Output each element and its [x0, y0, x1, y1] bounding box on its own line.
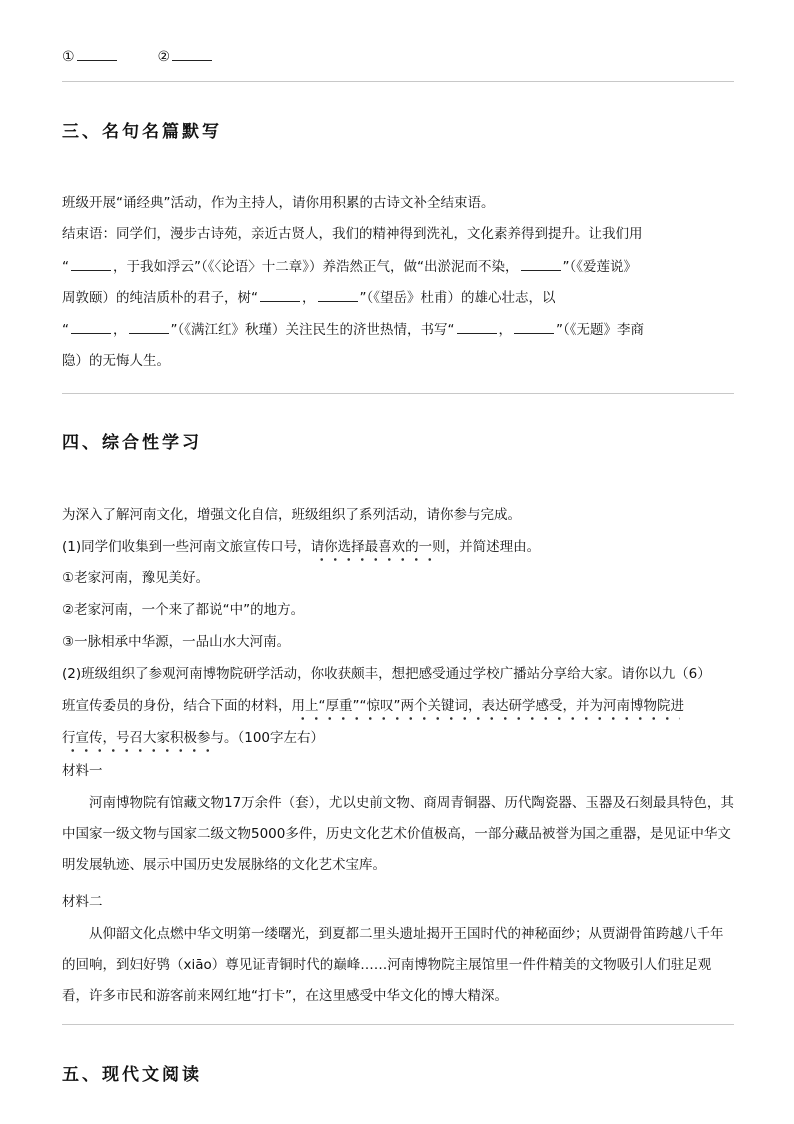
fill-blank[interactable] — [514, 320, 554, 334]
answer-number-1: ① — [62, 49, 75, 65]
fill-blank[interactable] — [260, 288, 300, 302]
section3-intro: 班级开展“诵经典”活动，作为主持人，请你用积累的古诗文补全结束语。 — [62, 195, 495, 211]
question-2-line-3: 行宣传，号召大家积极参与。（100字左右） — [62, 730, 325, 746]
answer-blank-1[interactable] — [77, 46, 117, 61]
section3-line-5: 隐）的无悔人生。 — [62, 353, 170, 369]
section-title-4: 四、综合性学习 — [62, 433, 202, 453]
fill-blank[interactable] — [71, 257, 111, 271]
question-2-line-2: 班宣传委员的身份，结合下面的材料，用上“厚重”“惊叹”两个关键词，表达研学感受，并为河南博物院进 — [62, 698, 684, 714]
option-3: ③一脉相承中华源，一品山水大河南。 — [62, 634, 291, 650]
fill-blank[interactable] — [521, 257, 561, 271]
section3-line-2: “ ，于我如浮云”（《〈论语〉十二章》）养浩然正气，做“出淤泥而不染， ”（《爱莲说》 — [62, 259, 637, 275]
emphasized-text: 请你选择最喜欢的一则 — [310, 539, 446, 555]
section-title-3: 三、名句名篇默写 — [62, 122, 222, 142]
emphasized-text: 用上“厚重”“惊叹”两个关键词，表达研学感受，并为河南博物院进 — [291, 698, 684, 714]
material-2-title: 材料二 — [62, 894, 103, 910]
material-1-body: 河南博物院有馆藏文物17万余件（套），尤以史前文物、商周青铜器、历代陶瓷器、玉器及石刻最具特色，其中国家一级文物与国家二级文物5000多件，历史文化艺术价值极高，一部分藏品被誉为国之重器，是见证中华文明发展轨迹、展示中国历史发展脉络的文化艺术宝库。 — [62, 795, 734, 873]
answer-blank-2[interactable] — [172, 46, 212, 61]
option-1: ①老家河南，豫见美好。 — [62, 570, 210, 586]
question-1: (1)同学们收集到一些河南文旅宣传口号，请你选择最喜欢的一则，并简述理由。 — [62, 539, 541, 555]
fill-blank[interactable] — [457, 320, 497, 334]
material-2-body: 从仰韶文化点燃中华文明第一缕曙光，到夏都二里头遗址揭开王国时代的神秘面纱；从贾湖骨笛跨越八千年的回响，到妇好鸮（xiāo）尊见证青铜时代的巅峰……河南博物院主展馆里一件件精美的文物吸引人们驻足观看，许多市民和游客前来网红地“打卡”，在这里感受中华文化的博大精深。 — [62, 926, 724, 1004]
answer-number-2: ② — [157, 49, 171, 65]
option-2: ②老家河南，一个来了都说“中”的地方。 — [62, 602, 305, 618]
section4-intro: 为深入了解河南文化，增强文化自信，班级组织了系列活动，请你参与完成。 — [62, 507, 521, 523]
fill-blank[interactable] — [129, 320, 169, 334]
divider — [62, 1024, 734, 1025]
section3-line-3: 周敦颐）的纯洁质朴的君子，树“ ， ”（《望岳》杜甫）的雄心壮志，以 — [62, 290, 556, 306]
divider — [62, 81, 734, 82]
answer-blanks-row — [62, 46, 212, 67]
question-2-line-1: (2)班级组织了参观河南博物院研学活动，你收获颇丰，想把感受通过学校广播站分享给大家。请你以九（6） — [62, 666, 711, 682]
section3-line-4: “ ， ”（《满江红》秋瑾）关注民生的济世热情，书写“ ， ”（《无题》李商 — [62, 322, 644, 338]
emphasized-text: 行宣传，号召大家积极参与 — [62, 730, 224, 746]
material-1-title: 材料一 — [62, 763, 103, 779]
fill-blank[interactable] — [71, 320, 111, 334]
fill-blank[interactable] — [318, 288, 358, 302]
section3-line-1: 结束语：同学们，漫步古诗苑，亲近古贤人，我们的精神得到洗礼，文化素养得到提升。让我们用 — [62, 226, 643, 242]
divider — [62, 393, 734, 394]
section-title-5: 五、现代文阅读 — [62, 1065, 202, 1085]
